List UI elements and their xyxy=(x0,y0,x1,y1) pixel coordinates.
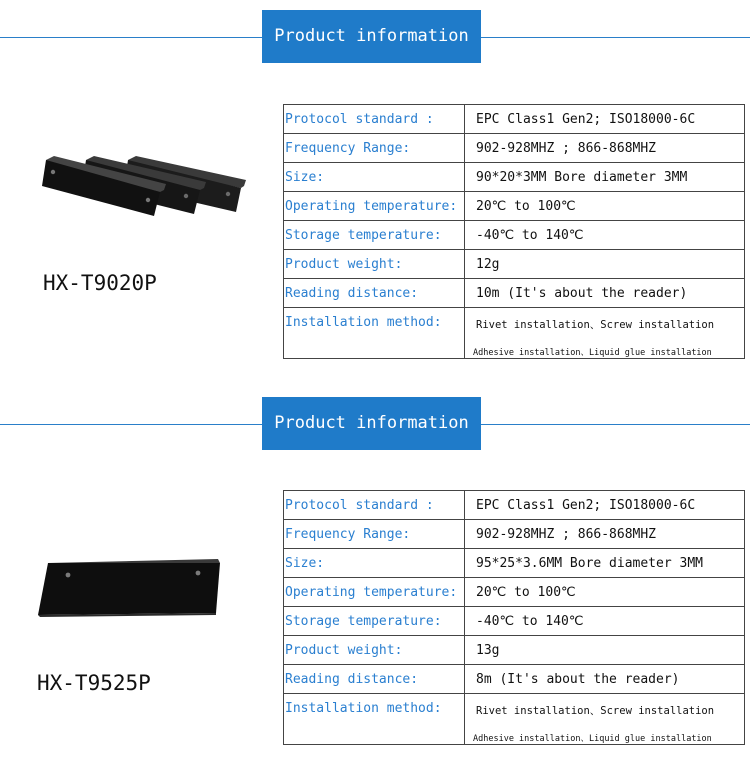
spec-value: 8m (It's about the reader) xyxy=(465,665,745,694)
spec-label: Operating temperature: xyxy=(284,192,465,221)
spec-value: 902-928MHZ ; 866-868MHZ xyxy=(465,134,745,163)
installation-line-2: Adhesive installation、Liquid glue installation xyxy=(473,348,712,358)
spec-value: -40℃ to 140℃ xyxy=(465,221,745,250)
spec-label: Product weight: xyxy=(284,636,465,665)
section-header: Product information xyxy=(262,10,481,63)
spec-value: 95*25*3.6MM Bore diameter 3MM xyxy=(465,549,745,578)
spec-row xyxy=(284,636,745,665)
installation-line-2: Adhesive installation、Liquid glue installation xyxy=(473,734,712,744)
product-section-2 xyxy=(0,386,750,773)
spec-value: 10m (It's about the reader) xyxy=(465,279,745,308)
spec-label: Reading distance: xyxy=(284,279,465,308)
spec-row-installation xyxy=(284,694,745,745)
spec-label: Protocol standard : xyxy=(284,491,465,520)
spec-row xyxy=(284,491,745,520)
spec-row xyxy=(284,105,745,134)
product-image-tags xyxy=(36,152,246,222)
spec-value: 90*20*3MM Bore diameter 3MM xyxy=(465,163,745,192)
spec-row xyxy=(284,134,745,163)
spec-label: Size: xyxy=(284,549,465,578)
model-name: HX-T9020P xyxy=(43,271,157,295)
spec-row xyxy=(284,250,745,279)
spec-value: -40℃ to 140℃ xyxy=(465,607,745,636)
spec-table xyxy=(283,490,745,745)
spec-label: Size: xyxy=(284,163,465,192)
spec-value-installation xyxy=(465,694,745,745)
spec-value: 20℃ to 100℃ xyxy=(465,192,745,221)
model-name: HX-T9525P xyxy=(37,671,151,695)
spec-value: 12g xyxy=(465,250,745,279)
spec-label: Frequency Range: xyxy=(284,520,465,549)
spec-value: 13g xyxy=(465,636,745,665)
spec-label: Installation method: xyxy=(284,694,465,745)
spec-row xyxy=(284,163,745,192)
spec-label: Storage temperature: xyxy=(284,221,465,250)
spec-table xyxy=(283,104,745,359)
product-image-tag xyxy=(36,559,220,617)
spec-row xyxy=(284,279,745,308)
spec-row xyxy=(284,578,745,607)
installation-line-1: Rivet installation、Screw installation xyxy=(476,705,715,717)
spec-row xyxy=(284,607,745,636)
spec-value: EPC Class1 Gen2; ISO18000-6C xyxy=(465,105,745,134)
spec-label: Frequency Range: xyxy=(284,134,465,163)
spec-label: Installation method: xyxy=(284,308,465,359)
spec-row xyxy=(284,520,745,549)
spec-label: Storage temperature: xyxy=(284,607,465,636)
spec-value: 20℃ to 100℃ xyxy=(465,578,745,607)
spec-value: EPC Class1 Gen2; ISO18000-6C xyxy=(465,491,745,520)
section-header: Product information xyxy=(262,397,481,450)
spec-value: 902-928MHZ ; 866-868MHZ xyxy=(465,520,745,549)
spec-label: Protocol standard : xyxy=(284,105,465,134)
spec-row xyxy=(284,192,745,221)
installation-line-1: Rivet installation、Screw installation xyxy=(476,319,715,331)
spec-value-installation xyxy=(465,308,745,359)
spec-row xyxy=(284,221,745,250)
spec-row xyxy=(284,665,745,694)
product-section-1 xyxy=(0,0,750,386)
spec-row-installation xyxy=(284,308,745,359)
spec-label: Operating temperature: xyxy=(284,578,465,607)
spec-label: Reading distance: xyxy=(284,665,465,694)
spec-row xyxy=(284,549,745,578)
spec-label: Product weight: xyxy=(284,250,465,279)
